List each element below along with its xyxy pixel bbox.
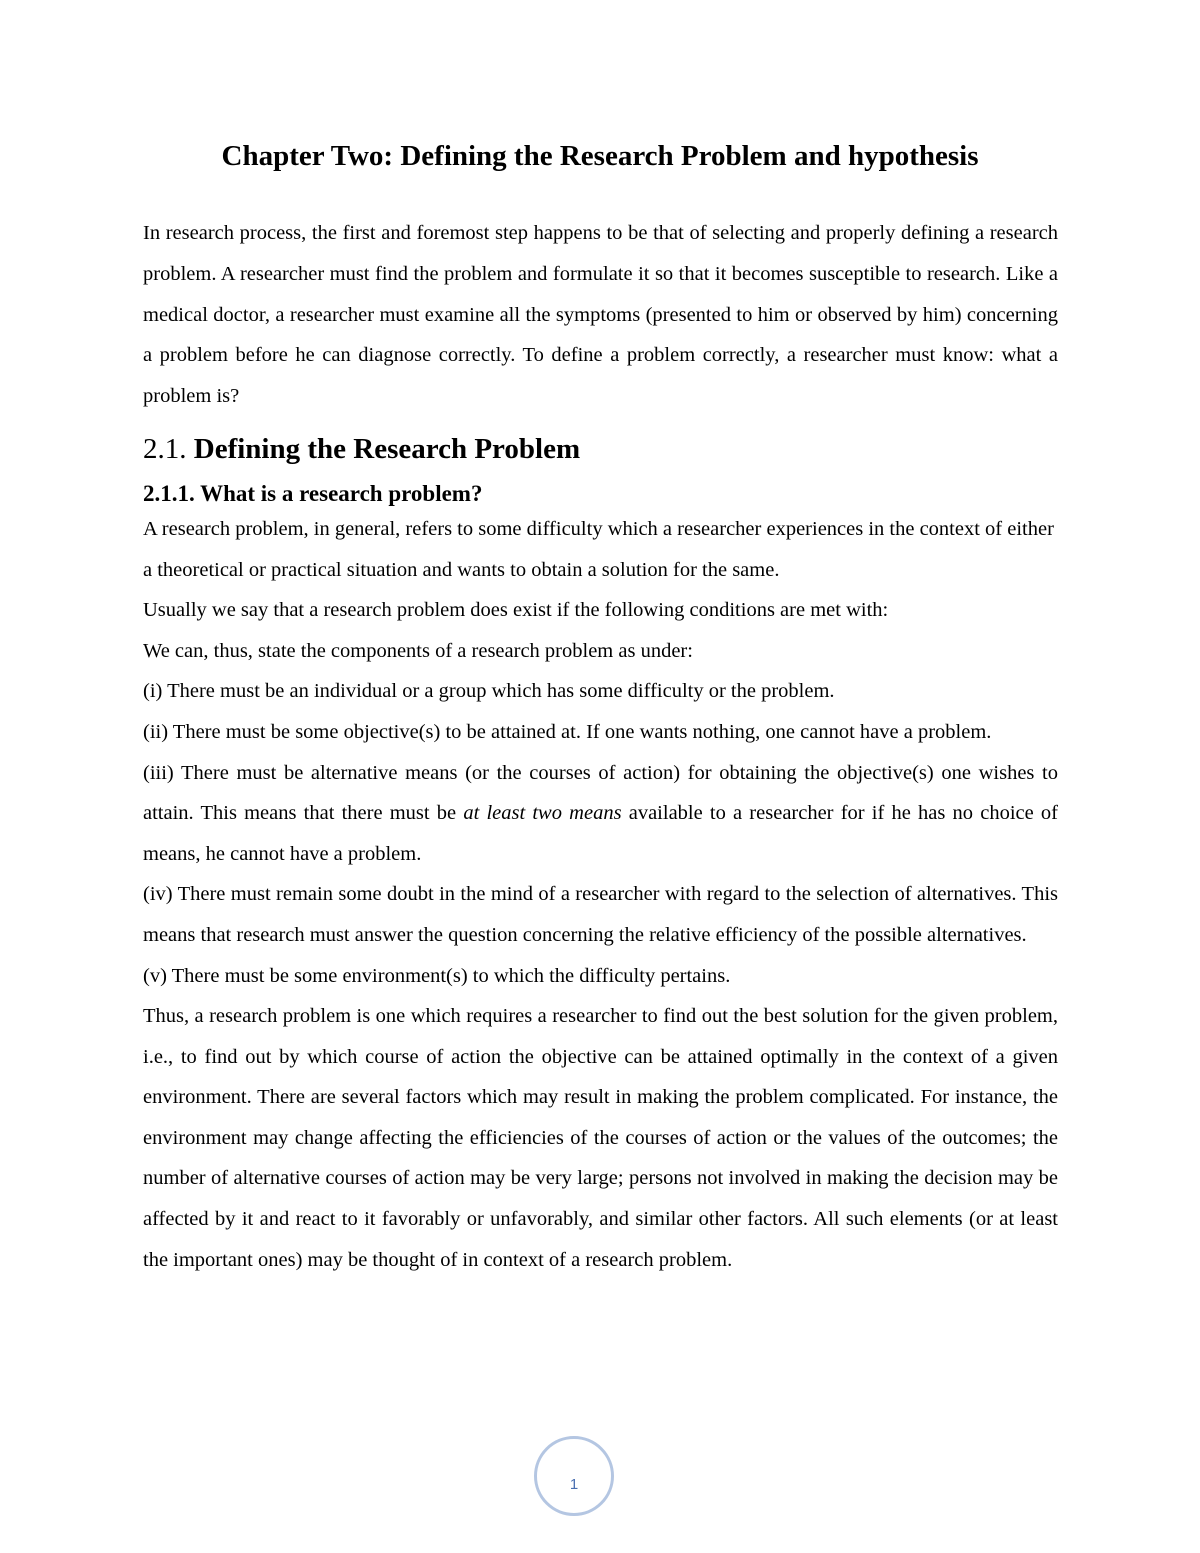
section-title: Defining the Research Problem (193, 432, 581, 465)
section-number: 2.1. (143, 432, 187, 465)
definition-paragraph: A research problem, in general, refers to some difficulty which a researcher experiences in the context of either a theoretical or practical situation and wants to obtain a solution for the same. (143, 517, 1054, 581)
list-item-iii-text-end: available to a researcher for if he has no choice of means, he cannot have a problem. (143, 802, 1058, 865)
section-heading (143, 421, 1058, 477)
components-paragraph: We can, thus, state the components of a research problem as under: (143, 639, 693, 662)
subsection-heading: 2.1.1. What is a research problem? (143, 480, 483, 506)
list-item-iii-text-start: (iii) There must be alternative means (or the courses of action) for obtaining the objective(s) one wishes to attain. This means that there must be (143, 761, 1058, 825)
conditions-paragraph: Usually we say that a research problem does exist if the following conditions are met with: (143, 599, 889, 622)
list-item-iii (143, 753, 1058, 875)
list-item-ii: (ii) There must be some objective(s) to be attained at. If one wants nothing, one cannot have a problem. (143, 720, 992, 743)
page-number: 1 (569, 1476, 579, 1493)
list-item-v: (v) There must be some environment(s) to which the difficulty pertains. (143, 964, 731, 987)
list-item-iii-emphasis: at least two means (463, 802, 622, 825)
conclusion-paragraph: Thus, a research problem is one which requires a researcher to find out the best solution for the given problem, i.e., to find out by which course of action the objective can be attained optimally in the context of a given environment. There are several factors which may result in making the problem complicated. For instance, the environment may change affecting the efficiencies of the courses of action or the values of the outcomes; the number of alternative courses of action may be very large; persons not involved in making the decision may be affected by it and react to it favorably or unfavorably, and similar other factors. All such elements (or at least the important ones) may be thought of in context of a research problem. (143, 1005, 1058, 1271)
list-item-iv: (iv) There must remain some doubt in the mind of a researcher with regard to the selection of alternatives. This means that research must answer the question concerning the relative efficiency of the possible alternatives. (143, 883, 1058, 946)
intro-paragraph: In research process, the first and foremost step happens to be that of selecting and properly defining a research problem. A researcher must find the problem and formulate it so that it becomes susceptible to research. Like a medical doctor, a researcher must examine all the symptoms (presented to him or observed by him) concerning a problem before he can diagnose correctly. To define a problem correctly, a researcher must know: what a problem is? (143, 222, 1058, 408)
page-content (143, 213, 1058, 1280)
list-item-i: (i) There must be an individual or a group which has some difficulty or the problem. (143, 680, 835, 703)
chapter-title: Chapter Two: Defining the Research Problem and hypothesis (221, 140, 979, 172)
page-number-badge (534, 1436, 614, 1516)
